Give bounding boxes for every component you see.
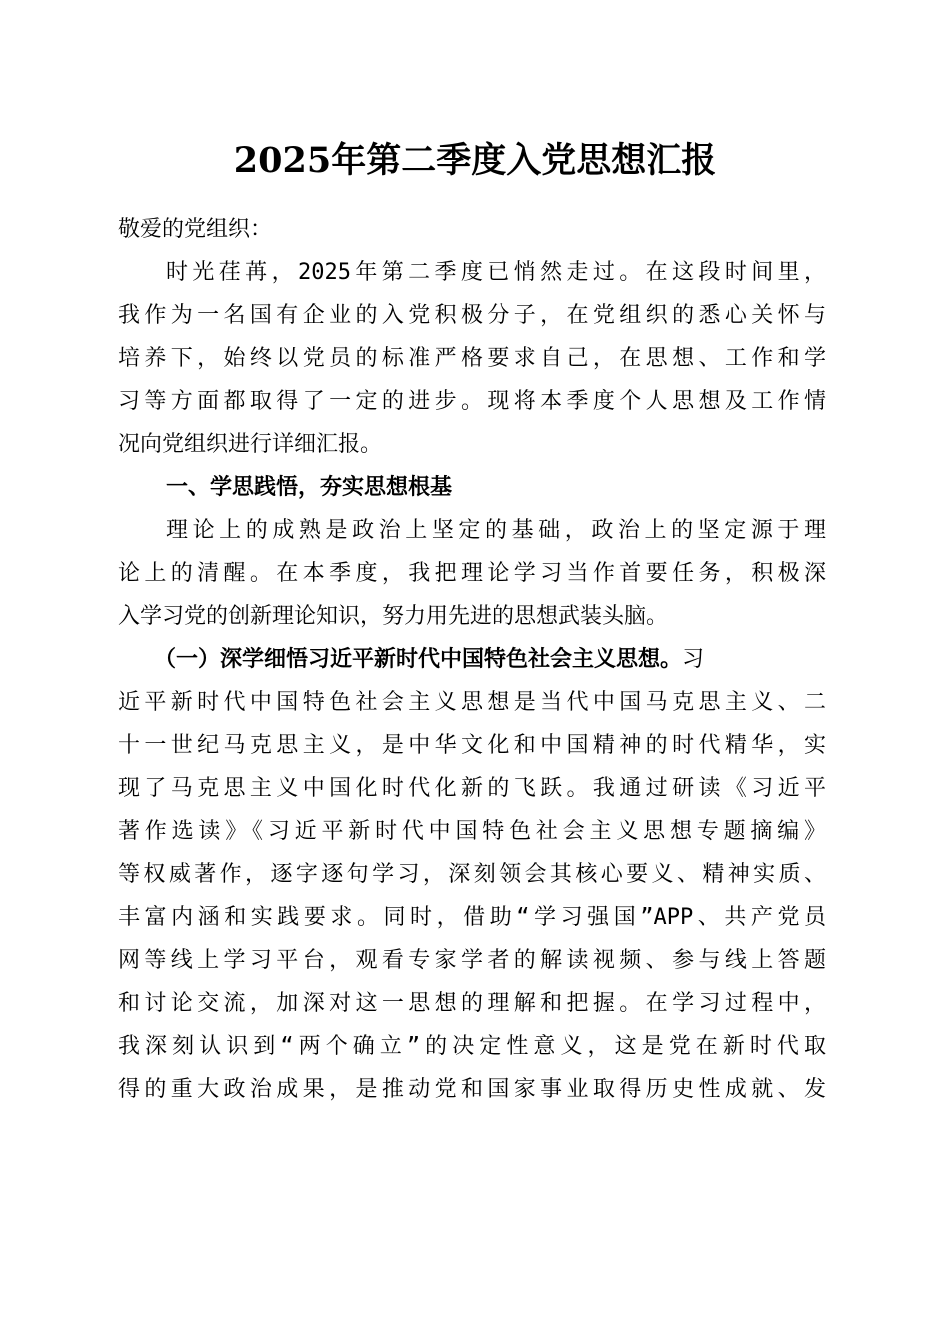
intro-line: 时光荏苒，2025年第二季度已悄然走过。在这段时间里， [166, 260, 826, 285]
intro-line: 习等方面都取得了一定的进步。现将本季度个人思想及工作情 [118, 389, 826, 414]
section-body-line: 理论上的成熟是政治上坚定的基础，政治上的坚定源于理 [166, 518, 826, 543]
subsection-first-line-tail: 习 [682, 647, 705, 672]
document-body [118, 208, 826, 1111]
subsection-body-line: 现了马克思主义中国化时代化新的飞跃。我通过研读《习近平 [118, 776, 826, 801]
intro-line: 我作为一名国有企业的入党积极分子，在党组织的悉心关怀与 [118, 303, 826, 328]
subsection-heading: （一）深学细悟习近平新时代中国特色社会主义思想。 [154, 647, 683, 672]
subsection-body-line: 网等线上学习平台，观看专家学者的解读视频、参与线上答题 [118, 948, 826, 973]
subsection-body-line: 和讨论交流，加深对这一思想的理解和把握。在学习过程中， [118, 991, 826, 1016]
subsection-body-line: 得的重大政治成果，是推动党和国家事业取得历史性成就、发 [118, 1077, 826, 1102]
subsection-body-line: 著作选读》《习近平新时代中国特色社会主义思想专题摘编》 [118, 819, 826, 844]
intro-line: 培养下，始终以党员的标准严格要求自己，在思想、工作和学 [118, 346, 826, 371]
intro-line: 况向党组织进行详细汇报。 [118, 432, 383, 457]
salutation: 敬爱的党组织： [118, 217, 273, 242]
subsection-body-line: 我深刻认识到“两个确立”的决定性意义，这是党在新时代取 [118, 1034, 826, 1059]
section-body-line: 入学习党的创新理论知识，努力用先进的思想武装头脑。 [118, 604, 669, 629]
subsection-body-line: 十一世纪马克思主义，是中华文化和中国精神的时代精华，实 [118, 733, 826, 758]
subsection-first-line [118, 638, 826, 681]
section-body-line: 论上的清醒。在本季度，我把理论学习当作首要任务，积极深 [118, 561, 826, 586]
subsection-body-line: 等权威著作，逐字逐句学习，深刻领会其核心要义、精神实质、 [118, 862, 826, 887]
document-title: 2025年第二季度入党思想汇报 [233, 140, 717, 181]
subsection-body-line: 近平新时代中国特色社会主义思想是当代中国马克思主义、二 [118, 690, 826, 715]
section-heading: 一、学思践悟，夯实思想根基 [166, 475, 453, 500]
subsection-body-line: 丰富内涵和实践要求。同时，借助“学习强国”APP、共产党员 [118, 905, 826, 930]
